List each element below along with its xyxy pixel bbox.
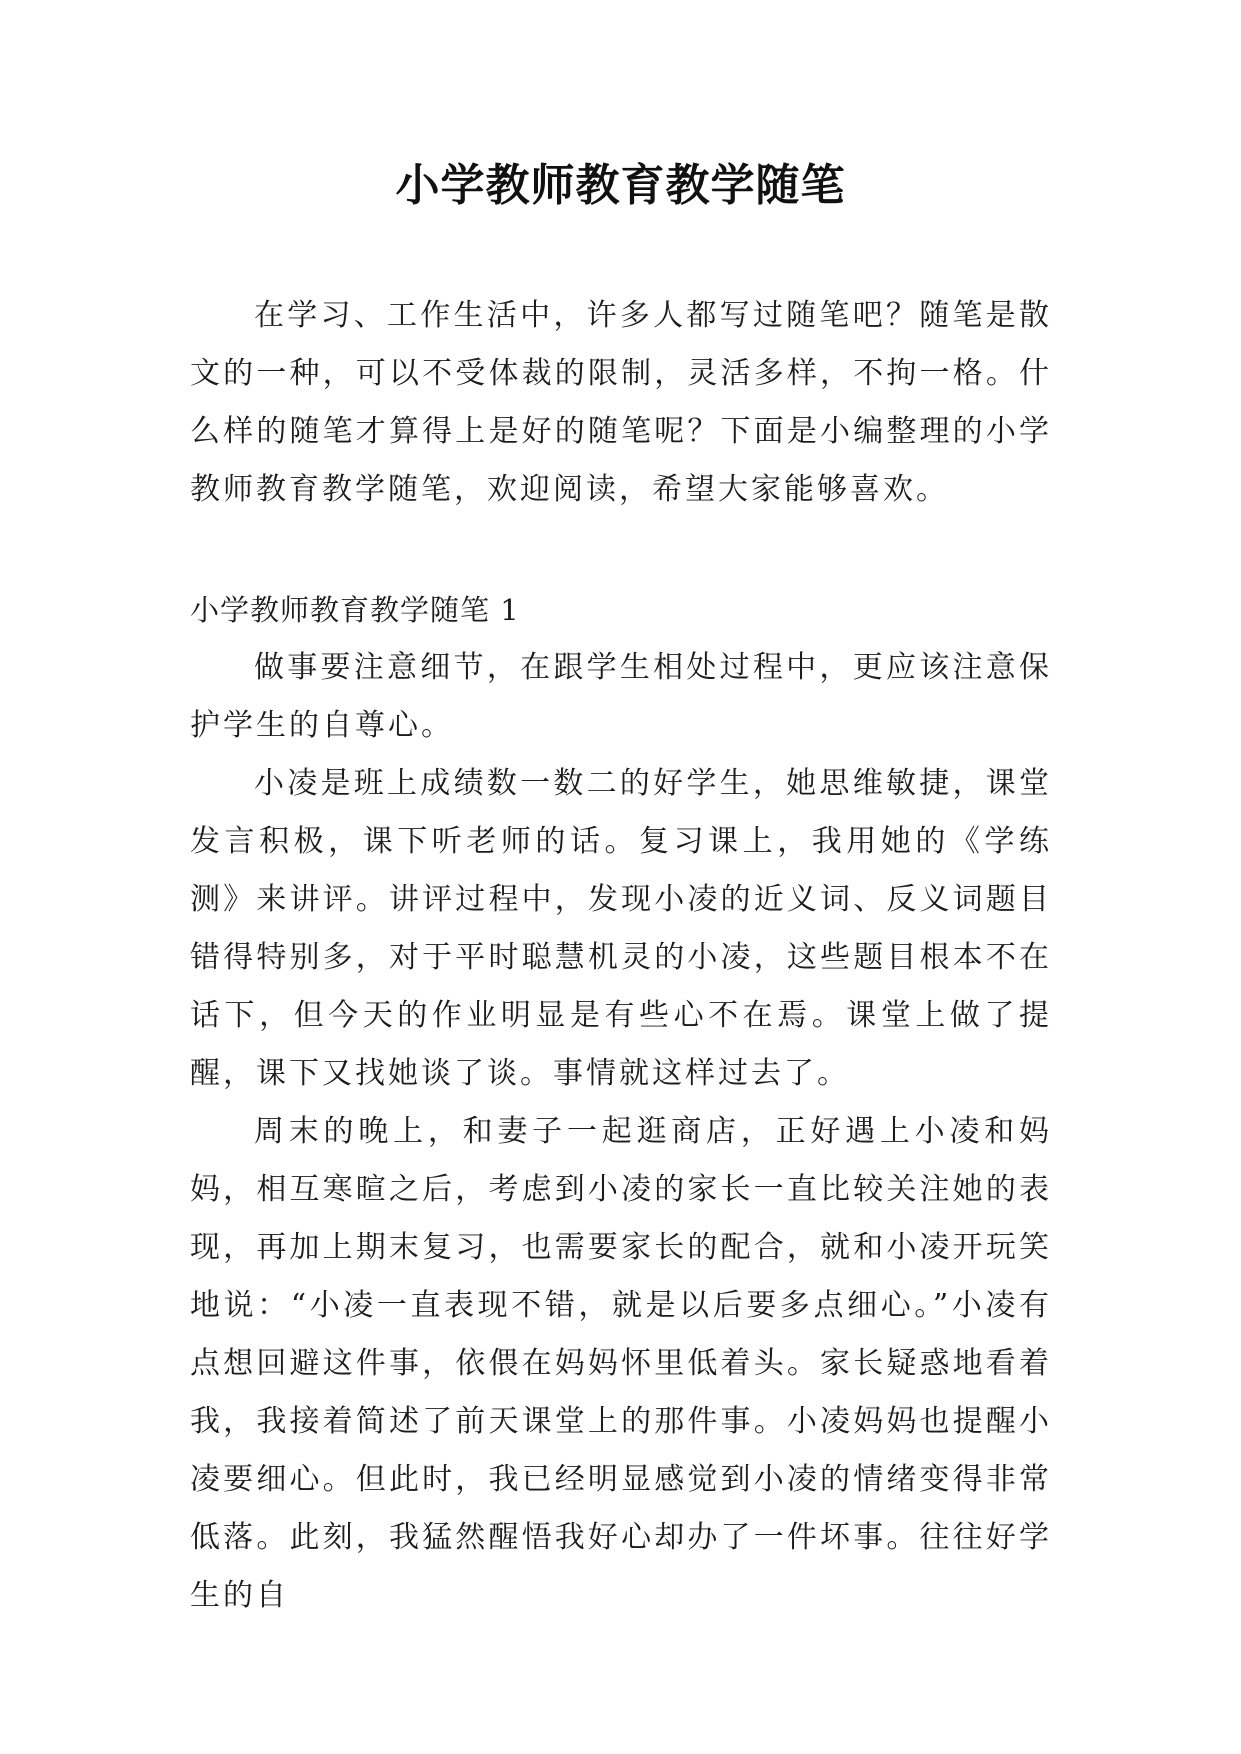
section-heading: 小学教师教育教学随笔 1 bbox=[190, 593, 520, 627]
document-body bbox=[190, 287, 1052, 1625]
body-paragraph: 周末的晚上，和妻子一起逛商店，正好遇上小凌和妈妈，相互寒暄之后，考虑到小凌的家长一直比较关注她的表现，再加上期末复习，也需要家长的配合，就和小凌开玩笑地说：“小凌一直表现不错，就是以后要多点细心。”小凌有点想回避这件事，依偎在妈妈怀里低着头。家长疑惑地看着我，我接着简述了前天课堂上的那件事。小凌妈妈也提醒小凌要细心。但此时，我已经明显感觉到小凌的情绪变得非常低落。此刻，我猛然醒悟我好心却办了一件坏事。往往好学生的自 bbox=[190, 1114, 1052, 1613]
body-paragraph: 做事要注意细节，在跟学生相处过程中，更应该注意保护学生的自尊心。 bbox=[190, 650, 1052, 743]
body-paragraph: 小凌是班上成绩数一数二的好学生，她思维敏捷，课堂发言积极，课下听老师的话。复习课上，我用她的《学练测》来讲评。讲评过程中，发现小凌的近义词、反义词题目错得特别多，对于平时聪慧机灵的小凌，这些题目根本不在话下，但今天的作业明显是有些心不在焉。课堂上做了提醒，课下又找她谈了谈。事情就这样过去了。 bbox=[190, 766, 1052, 1091]
intro-paragraph: 在学习、工作生活中，许多人都写过随笔吧？随笔是散文的一种，可以不受体裁的限制，灵活多样，不拘一格。什么样的随笔才算得上是好的随笔呢？下面是小编整理的小学教师教育教学随笔，欢迎阅读，希望大家能够喜欢。 bbox=[190, 298, 1052, 507]
document-title: 小学教师教育教学随笔 bbox=[395, 160, 846, 211]
